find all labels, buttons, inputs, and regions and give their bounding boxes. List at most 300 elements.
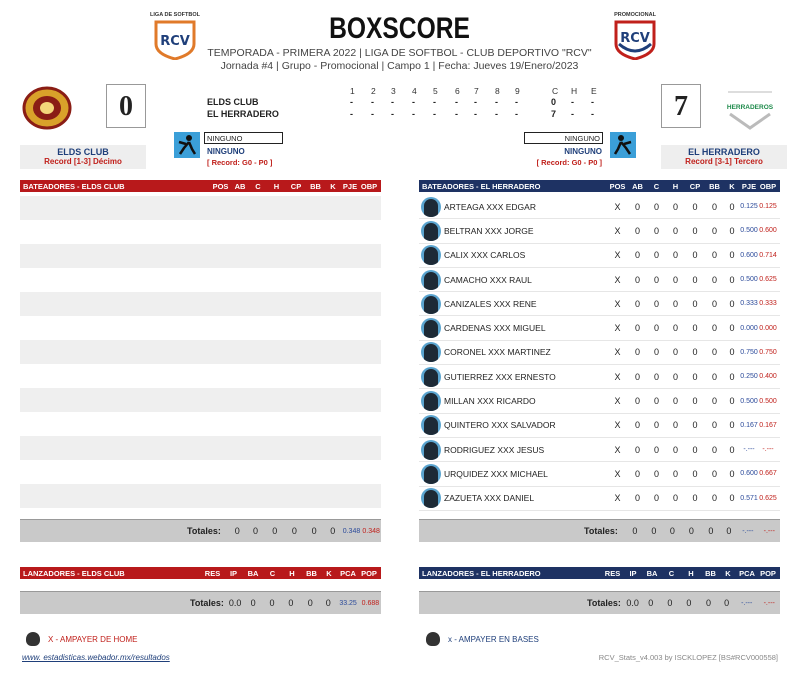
player-name: CALIX XXX CARLOS <box>444 250 526 261</box>
col-header: CP <box>689 181 701 191</box>
inning-cell: - <box>474 97 477 107</box>
total-obp: -.--- <box>763 527 775 535</box>
player-avatar-icon <box>421 488 441 508</box>
col-header: PCA <box>739 568 755 578</box>
inning-cell: - <box>455 97 458 107</box>
home-umpire <box>26 632 138 646</box>
player-pos: X <box>614 420 621 431</box>
table-row <box>419 389 780 413</box>
inning-cell: - <box>515 109 518 119</box>
inning-cell: - <box>391 109 394 119</box>
player-cp: 0 <box>692 225 698 236</box>
away-batting-title: BATEADORES - ELDS CLUB <box>23 181 125 191</box>
player-bb: 0 <box>711 468 717 479</box>
player-c: 0 <box>653 468 659 479</box>
away-pitcher-record: [ Record: G0 - P0 ] <box>207 158 273 167</box>
linescore <box>207 86 607 121</box>
table-row <box>419 292 780 316</box>
hits-header: H <box>571 86 578 96</box>
player-pje: 0.600 <box>740 251 758 259</box>
player-ab: 0 <box>634 298 640 309</box>
runs-cell: 0 <box>551 97 557 107</box>
home-pitching-header <box>419 567 780 579</box>
inning-cell: - <box>350 109 353 119</box>
player-ab: 0 <box>634 371 640 382</box>
inning-cell: - <box>412 109 415 119</box>
player-ab: 0 <box>634 250 640 261</box>
player-h: 0 <box>672 371 678 382</box>
player-obp: 0.333 <box>759 300 777 308</box>
home-team-logo <box>724 88 776 135</box>
col-header: IP <box>229 568 238 578</box>
player-avatar-icon <box>421 245 441 265</box>
player-obp: 0.667 <box>759 470 777 478</box>
col-header: POP <box>760 568 776 578</box>
player-name: CORONEL XXX MARTINEZ <box>444 347 551 358</box>
player-c: 0 <box>653 444 659 455</box>
total-cp: 0 <box>291 526 297 536</box>
player-name: CANIZALES XXX RENE <box>444 298 537 309</box>
total-h: 0 <box>272 526 278 536</box>
player-cp: 0 <box>692 274 698 285</box>
player-pos: X <box>614 371 621 382</box>
total-k: 0 <box>330 526 336 536</box>
player-pje: 0.571 <box>740 494 758 502</box>
player-avatar-icon <box>421 342 441 362</box>
player-obp: 0.167 <box>759 421 777 429</box>
base-umpire-label: x - AMPAYER EN BASES <box>448 634 539 644</box>
table-row <box>419 365 780 389</box>
empty-row <box>20 196 381 220</box>
player-k: 0 <box>729 298 735 309</box>
player-bb: 0 <box>711 420 717 431</box>
player-ab: 0 <box>634 468 640 479</box>
away-pitching-table <box>20 567 381 579</box>
empty-row <box>20 460 381 484</box>
inning-cell: - <box>371 109 374 119</box>
inning-1-header: 1 <box>350 86 355 96</box>
player-pos: X <box>614 444 621 455</box>
col-header: K <box>729 181 735 191</box>
hits-cell: - <box>571 97 574 107</box>
table-row <box>419 316 780 340</box>
col-header: RES <box>204 568 221 578</box>
player-obp: 0.600 <box>759 227 777 235</box>
player-obp: 0.500 <box>759 397 777 405</box>
inning-cell: - <box>474 109 477 119</box>
total-k: 0 <box>726 526 732 536</box>
player-name: RODRIGUEZ XXX JESUS <box>444 444 545 455</box>
col-header: C <box>255 181 261 191</box>
totals-label: Totales: <box>584 526 618 536</box>
inning-cell: - <box>391 97 394 107</box>
table-row <box>419 438 780 462</box>
inning-2-header: 2 <box>371 86 376 96</box>
player-ab: 0 <box>634 396 640 407</box>
home-batting-title: BATEADORES - EL HERRADERO <box>422 181 541 191</box>
total-h: 0 <box>288 598 294 608</box>
home-umpire-label: X - AMPAYER DE HOME <box>48 634 138 644</box>
group-logo-caption: PROMOCIONAL <box>614 12 656 18</box>
col-header: H <box>289 568 295 578</box>
player-c: 0 <box>653 396 659 407</box>
empty-row <box>20 412 381 436</box>
player-cp: 0 <box>692 396 698 407</box>
total-pje: 0.348 <box>342 527 361 535</box>
version-label: RCV_Stats_v4.003 by ISCKLOPEZ [BS#RCV000558] <box>598 653 778 662</box>
total-k: 0 <box>724 598 730 608</box>
away-team-logo <box>22 86 72 135</box>
inning-cell: - <box>515 97 518 107</box>
col-header: PJE <box>342 181 358 191</box>
player-h: 0 <box>672 298 678 309</box>
home-pitching-table <box>419 567 780 579</box>
player-c: 0 <box>653 323 659 334</box>
inning-5-header: 5 <box>433 86 438 96</box>
player-avatar-icon <box>421 270 441 290</box>
player-cp: 0 <box>692 347 698 358</box>
inning-cell: - <box>455 109 458 119</box>
player-cp: 0 <box>692 371 698 382</box>
table-row <box>419 268 780 292</box>
player-name: GUTIERREZ XXX ERNESTO <box>444 371 556 382</box>
linescore-row-away <box>207 97 607 109</box>
player-h: 0 <box>672 347 678 358</box>
player-bb: 0 <box>711 225 717 236</box>
player-obp: -.--- <box>762 446 774 454</box>
player-cp: 0 <box>692 201 698 212</box>
home-pitcher-input[interactable]: NINGUNO <box>524 132 603 144</box>
player-obp: 0.714 <box>759 251 777 259</box>
home-team-card <box>661 145 787 169</box>
away-pitcher-input[interactable]: NINGUNO <box>204 132 283 144</box>
player-pos: X <box>614 201 621 212</box>
total-bb: 0 <box>311 526 317 536</box>
home-team-name: EL HERRADERO <box>688 147 760 157</box>
home-pitcher-name: NINGUNO <box>564 147 602 156</box>
col-header: AB <box>632 181 643 191</box>
player-ab: 0 <box>634 420 640 431</box>
season-subtitle: TEMPORADA - PRIMERA 2022 | LIGA DE SOFTBOL - CLUB DEPORTIVO "RCV" <box>207 47 592 59</box>
total-pop: -.--- <box>763 599 775 607</box>
player-name: URQUIDEZ XXX MICHAEL <box>444 468 548 479</box>
player-bb: 0 <box>711 493 717 504</box>
col-header: K <box>725 568 731 578</box>
player-ab: 0 <box>634 225 640 236</box>
errors-header: E <box>591 86 597 96</box>
player-pje: 0.500 <box>740 227 758 235</box>
player-k: 0 <box>729 420 735 431</box>
player-k: 0 <box>729 347 735 358</box>
player-ab: 0 <box>634 493 640 504</box>
player-c: 0 <box>653 347 659 358</box>
league-logo-caption: LIGA DE SOFTBOL <box>150 12 200 18</box>
total-pje: -.--- <box>742 527 754 535</box>
total-cp: 0 <box>688 526 694 536</box>
player-ab: 0 <box>634 444 640 455</box>
group-logo <box>610 12 660 65</box>
col-header: K <box>326 568 332 578</box>
total-k: 0 <box>325 598 331 608</box>
player-avatar-icon <box>421 318 441 338</box>
col-header: OBP <box>360 181 378 191</box>
player-h: 0 <box>672 250 678 261</box>
player-cp: 0 <box>692 493 698 504</box>
inning-8-header: 8 <box>495 86 500 96</box>
errors-cell: - <box>591 109 594 119</box>
player-pje: -.--- <box>743 446 755 454</box>
away-score: 0 <box>106 84 146 128</box>
player-pje: 0.125 <box>740 203 758 211</box>
away-pitching-title: LANZADORES - ELDS CLUB <box>23 568 125 578</box>
player-k: 0 <box>729 323 735 334</box>
player-bb: 0 <box>711 444 717 455</box>
empty-row <box>20 292 381 316</box>
totals-label: Totales: <box>190 598 224 608</box>
player-obp: 0.400 <box>759 373 777 381</box>
player-k: 0 <box>729 371 735 382</box>
col-header: H <box>672 181 679 191</box>
player-h: 0 <box>672 225 678 236</box>
inning-6-header: 6 <box>455 86 460 96</box>
total-ip: 0.0 <box>228 598 242 608</box>
player-k: 0 <box>729 493 735 504</box>
player-pje: 0.750 <box>740 348 758 356</box>
player-avatar-icon <box>421 197 441 217</box>
player-c: 0 <box>653 420 659 431</box>
umpire-icon <box>26 632 40 646</box>
col-header: BB <box>705 568 716 578</box>
total-ba: 0 <box>648 598 654 608</box>
page-title: BOXSCORE <box>329 12 470 45</box>
player-h: 0 <box>672 420 678 431</box>
player-ab: 0 <box>634 347 640 358</box>
total-pca: 33.25 <box>339 599 357 607</box>
player-avatar-icon <box>421 367 441 387</box>
svg-text:RCV: RCV <box>620 31 650 46</box>
col-header: POS <box>609 181 626 191</box>
player-bb: 0 <box>711 323 717 334</box>
table-row <box>419 219 780 243</box>
home-batting-totals <box>419 519 780 542</box>
player-avatar-icon <box>421 415 441 435</box>
pitcher-silhouette-icon <box>174 132 200 158</box>
player-name: BELTRAN XXX JORGE <box>444 225 534 236</box>
player-pos: X <box>614 347 621 358</box>
player-k: 0 <box>729 201 735 212</box>
player-pje: 0.167 <box>740 421 758 429</box>
total-bb: 0 <box>307 598 313 608</box>
inning-9-header: 9 <box>515 86 520 96</box>
linescore-row-home <box>207 109 607 121</box>
player-pos: X <box>614 225 621 236</box>
player-k: 0 <box>729 444 735 455</box>
away-pitching-totals <box>20 591 381 614</box>
player-pos: X <box>614 250 621 261</box>
total-pop: 0.688 <box>361 599 380 607</box>
player-bb: 0 <box>711 371 717 382</box>
player-h: 0 <box>672 468 678 479</box>
player-bb: 0 <box>711 201 717 212</box>
player-k: 0 <box>729 250 735 261</box>
inning-cell: - <box>495 97 498 107</box>
empty-row <box>20 244 381 268</box>
player-pos: X <box>614 493 621 504</box>
home-batting-rows <box>419 195 780 511</box>
col-header: PJE <box>741 181 757 191</box>
table-row <box>419 462 780 486</box>
away-batting-header <box>20 180 381 192</box>
player-avatar-icon <box>421 294 441 314</box>
player-bb: 0 <box>711 250 717 261</box>
player-cp: 0 <box>692 444 698 455</box>
away-pitcher-name: NINGUNO <box>207 147 245 156</box>
hits-cell: - <box>571 109 574 119</box>
player-c: 0 <box>653 225 659 236</box>
results-link[interactable]: www. estadisticas.webador.mx/resultados <box>22 653 170 662</box>
player-k: 0 <box>729 274 735 285</box>
player-pje: 0.250 <box>740 373 758 381</box>
player-c: 0 <box>653 371 659 382</box>
player-h: 0 <box>672 444 678 455</box>
home-score: 7 <box>661 84 701 128</box>
player-c: 0 <box>653 250 659 261</box>
player-bb: 0 <box>711 298 717 309</box>
inning-cell: - <box>433 109 436 119</box>
player-cp: 0 <box>692 468 698 479</box>
player-h: 0 <box>672 396 678 407</box>
inning-cell: - <box>433 97 436 107</box>
team-emblem-icon <box>22 86 72 130</box>
empty-row <box>20 364 381 388</box>
total-c: 0 <box>253 526 259 536</box>
col-header: K <box>330 181 336 191</box>
col-header: OBP <box>759 181 777 191</box>
away-batting-totals <box>20 519 381 542</box>
player-k: 0 <box>729 225 735 236</box>
away-batting-table <box>20 180 381 532</box>
total-ab: 0 <box>632 526 638 536</box>
player-name: MILLAN XXX RICARDO <box>444 396 536 407</box>
col-header: CP <box>290 181 302 191</box>
player-cp: 0 <box>692 420 698 431</box>
col-header: POS <box>212 181 229 191</box>
player-cp: 0 <box>692 250 698 261</box>
inning-cell: - <box>412 97 415 107</box>
player-h: 0 <box>672 201 678 212</box>
home-pitching-title: LANZADORES - EL HERRADERO <box>422 568 541 578</box>
total-ip: 0.0 <box>626 598 639 608</box>
runs-cell: 7 <box>551 109 557 119</box>
total-pca: -.--- <box>741 599 753 607</box>
player-bb: 0 <box>711 396 717 407</box>
runs-header: C <box>552 86 559 96</box>
player-name: CAMACHO XXX RAUL <box>444 274 532 285</box>
empty-row <box>20 436 381 460</box>
home-pitcher-record: [ Record: G0 - P0 ] <box>536 158 602 167</box>
shield-logo-icon <box>610 18 660 60</box>
inning-4-header: 4 <box>412 86 417 96</box>
player-avatar-icon <box>421 464 441 484</box>
player-pos: X <box>614 323 621 334</box>
total-obp: 0.348 <box>362 527 380 535</box>
home-logo-text: HERRADEROS <box>726 104 774 111</box>
player-name: ARTEAGA XXX EDGAR <box>444 201 536 212</box>
inning-3-header: 3 <box>391 86 396 96</box>
empty-row <box>20 220 381 244</box>
player-bb: 0 <box>711 274 717 285</box>
away-team-name: ELDS CLUB <box>57 147 109 157</box>
col-header: C <box>653 181 660 191</box>
inning-cell: - <box>371 97 374 107</box>
player-name: QUINTERO XXX SALVADOR <box>444 420 556 431</box>
player-ab: 0 <box>634 323 640 334</box>
total-ba: 0 <box>250 598 256 608</box>
total-bb: 0 <box>708 526 714 536</box>
empty-row <box>20 316 381 340</box>
table-row <box>419 341 780 365</box>
total-c: 0 <box>667 598 673 608</box>
player-avatar-icon <box>421 440 441 460</box>
player-pje: 0.500 <box>740 276 758 284</box>
total-bb: 0 <box>706 598 712 608</box>
total-c: 0 <box>651 526 657 536</box>
away-team-record: Record [1-3] Décimo <box>44 157 122 166</box>
empty-row <box>20 388 381 412</box>
pitcher-silhouette-icon <box>610 132 636 158</box>
total-ab: 0 <box>234 526 240 536</box>
player-c: 0 <box>653 298 659 309</box>
player-h: 0 <box>672 274 678 285</box>
base-umpire <box>426 632 539 646</box>
home-pitching-totals <box>419 591 780 614</box>
player-k: 0 <box>729 468 735 479</box>
player-c: 0 <box>653 201 659 212</box>
inning-cell: - <box>495 109 498 119</box>
table-row <box>419 414 780 438</box>
player-c: 0 <box>653 274 659 285</box>
linescore-team: ELDS CLUB <box>207 97 259 107</box>
svg-text:RCV: RCV <box>160 34 190 49</box>
player-pje: 0.000 <box>740 324 758 332</box>
col-header: AB <box>234 181 246 191</box>
col-header: H <box>688 568 694 578</box>
player-pje: 0.333 <box>740 300 758 308</box>
away-team-card <box>20 145 146 169</box>
player-pos: X <box>614 396 621 407</box>
total-h: 0 <box>686 598 692 608</box>
player-ab: 0 <box>634 201 640 212</box>
player-cp: 0 <box>692 298 698 309</box>
errors-cell: - <box>591 97 594 107</box>
player-ab: 0 <box>634 274 640 285</box>
player-pos: X <box>614 274 621 285</box>
player-pje: 0.600 <box>740 470 758 478</box>
col-header: PCA <box>340 568 356 578</box>
col-header: BA <box>646 568 658 578</box>
empty-row <box>20 268 381 292</box>
player-name: CARDENAS XXX MIGUEL <box>444 323 546 334</box>
player-pje: 0.500 <box>740 397 758 405</box>
player-avatar-icon <box>421 221 441 241</box>
player-pos: X <box>614 298 621 309</box>
player-avatar-icon <box>421 391 441 411</box>
col-header: IP <box>629 568 637 578</box>
player-obp: 0.625 <box>759 494 777 502</box>
col-header: BB <box>310 181 321 191</box>
col-header: BB <box>709 181 720 191</box>
table-row <box>419 487 780 511</box>
